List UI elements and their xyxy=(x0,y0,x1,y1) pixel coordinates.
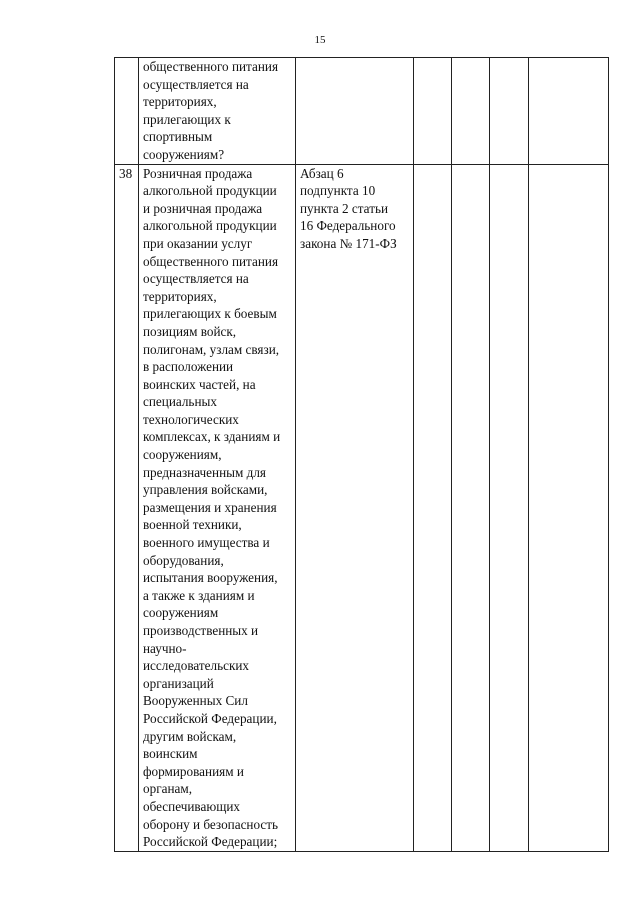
cell-text-line: территориях, xyxy=(143,288,217,304)
cell-text-line: пункта 2 статьи xyxy=(300,200,389,216)
cell-text-line: Российской Федерации, xyxy=(143,710,277,726)
cell-text-line: и розничная продажа xyxy=(143,200,263,216)
answer-na-cell xyxy=(490,58,529,165)
cell-text-line: прилегающих к боевым xyxy=(143,306,277,322)
row-number-cell xyxy=(115,164,139,851)
cell-text-line: позициям войск, xyxy=(143,323,237,339)
cell-text-line: военного имущества и xyxy=(143,535,270,551)
cell-text-line: органам, xyxy=(143,781,193,797)
cell-text-line: 16 Федерального xyxy=(300,218,396,234)
cell-text-line: управления войсками, xyxy=(143,482,268,498)
reference-cell xyxy=(296,58,414,165)
cell-text-line: оборудования, xyxy=(143,552,224,568)
cell-text-line: технологических xyxy=(143,411,239,427)
cell-text-line: общественного питания xyxy=(143,59,279,74)
cell-text-line: другим войскам, xyxy=(143,728,237,744)
cell-text-line: полигонам, узлам связи, xyxy=(143,341,280,357)
cell-text-line: комплексах, к зданиям и xyxy=(143,429,281,445)
cell-text-line: общественного питания xyxy=(143,253,279,269)
cell-text-line: а также к зданиям и xyxy=(143,587,255,603)
row-number-cell xyxy=(115,58,139,165)
row-number: 38 xyxy=(119,165,133,181)
cell-text-line: воинских частей, на xyxy=(143,376,256,392)
table-row xyxy=(115,58,609,165)
cell-text-line: испытания вооружения, xyxy=(143,570,278,586)
cell-text-line: организаций xyxy=(143,675,214,691)
reference-cell xyxy=(296,164,414,851)
cell-text-line: территориях, xyxy=(143,94,217,110)
question-cell xyxy=(139,164,296,851)
cell-text-line: в расположении xyxy=(143,359,234,375)
cell-text-line: осуществляется на xyxy=(143,76,249,92)
cell-text-line: Абзац 6 xyxy=(300,165,344,181)
cell-text-line: Российской Федерации; xyxy=(143,834,278,850)
cell-text-line: оборону и безопасность xyxy=(143,816,279,832)
cell-text-line: алкогольной продукции xyxy=(143,183,277,199)
cell-text-line: научно- xyxy=(143,640,187,656)
answer-no-cell xyxy=(452,164,490,851)
page-number: 15 xyxy=(314,34,326,46)
answer-yes-cell xyxy=(414,58,452,165)
cell-text-line: спортивным xyxy=(143,129,213,145)
cell-text-line: осуществляется на xyxy=(143,271,249,287)
note-cell xyxy=(529,58,609,165)
cell-text-line: Розничная продажа xyxy=(143,165,253,181)
cell-text-line: предназначенным для xyxy=(143,464,267,480)
note-cell xyxy=(529,164,609,851)
answer-no-cell xyxy=(452,58,490,165)
cell-text-line: исследовательских xyxy=(143,658,250,674)
cell-text-line: специальных xyxy=(143,394,217,410)
cell-text-line: размещения и хранения xyxy=(143,499,277,515)
cell-text-line: обеспечивающих xyxy=(143,798,240,814)
answer-na-cell xyxy=(490,164,529,851)
cell-text-line: сооружениям xyxy=(143,605,219,621)
cell-text-line: Вооруженных Сил xyxy=(143,693,248,709)
cell-text-line: сооружениям, xyxy=(143,447,222,463)
cell-text-line: формированиям и xyxy=(143,763,244,779)
cell-text-line: воинским xyxy=(143,746,198,762)
cell-text-line: производственных и xyxy=(143,623,259,638)
cell-text-line: военной техники, xyxy=(143,517,242,533)
table-row xyxy=(115,164,609,851)
cell-text-line: подпункта 10 xyxy=(300,183,376,199)
question-cell xyxy=(139,58,296,165)
cell-text-line: прилегающих к xyxy=(143,111,231,127)
cell-text-line: алкогольной продукции xyxy=(143,218,277,234)
checklist-table xyxy=(114,57,609,852)
cell-text-line: закона № 171-ФЗ xyxy=(300,235,397,251)
answer-yes-cell xyxy=(414,164,452,851)
cell-text-line: сооружениям? xyxy=(143,146,225,162)
cell-text-line: при оказании услуг xyxy=(143,235,253,251)
